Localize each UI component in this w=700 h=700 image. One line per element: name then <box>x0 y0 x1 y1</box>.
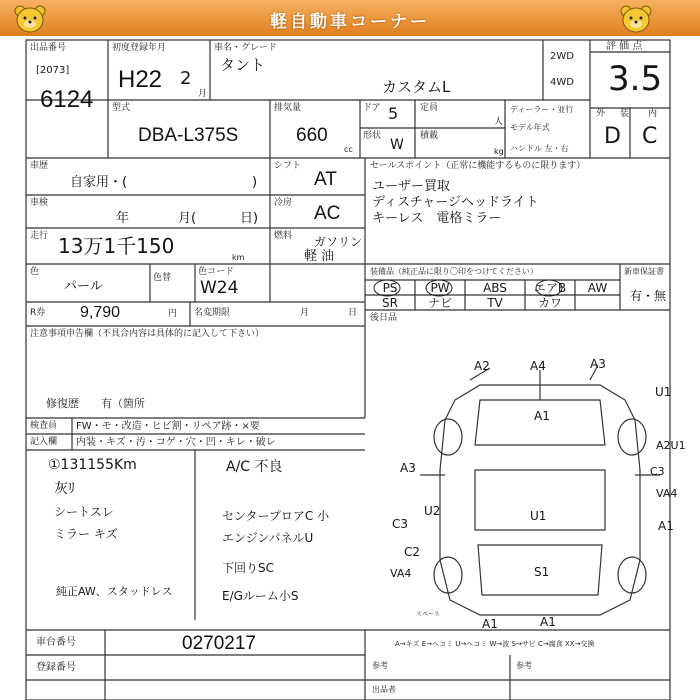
usage-close: ) <box>252 175 258 190</box>
drive-2wd: 2WD <box>550 51 574 62</box>
registration-label: 登録番号 <box>36 662 76 673</box>
color-code-value: W24 <box>200 278 239 298</box>
color-swap-label: 色替 <box>153 273 172 283</box>
displacement-value: 660 <box>296 125 328 146</box>
equip-ps-circle-icon <box>372 279 402 297</box>
note-line-5: 純正AW、スタッドレス <box>56 585 173 598</box>
score-interior-value: C <box>642 124 658 149</box>
color-code-label: 色コード <box>198 267 235 277</box>
page-title: 軽自動車コーナー <box>270 12 430 32</box>
equip-airbag-circle-icon <box>534 279 564 297</box>
model-year-label: モデル年式 <box>510 123 550 132</box>
type-code-value: DBA-L375S <box>138 125 239 146</box>
recycle-value: 9,790 <box>80 304 121 321</box>
mark-bottom-2: A1 <box>540 615 556 629</box>
transfer-day: 日 <box>348 308 358 318</box>
equip-pw: PW <box>430 281 450 295</box>
note-line-2: 灰ﾘ <box>54 481 75 497</box>
color-label: 色 <box>30 267 40 277</box>
model-grade: カスタムL <box>382 78 451 96</box>
lot-small-number: [2073] <box>36 65 70 76</box>
check-row-label: 検査員 <box>30 421 58 431</box>
first-registration-label: 初度登録年月 <box>112 43 167 53</box>
shift-label: シフト <box>274 161 302 171</box>
color-value: パール <box>64 279 103 294</box>
recycle-unit: 円 <box>168 309 178 319</box>
displacement-label: 排気量 <box>274 103 302 113</box>
equip-tv: TV <box>487 296 503 310</box>
equip-leather: カワ <box>537 296 562 310</box>
equip-airbag: エアB <box>533 281 567 295</box>
dealer-label: ディーラー・並行 <box>510 105 574 114</box>
mark-bottom-1: A1 <box>482 617 498 631</box>
score-exterior-value: D <box>604 124 621 149</box>
lot-number: 6124 <box>40 86 94 113</box>
capacity-label: 定員 <box>420 103 439 113</box>
doors-label: ドア <box>363 103 381 113</box>
score-value: 3.5 <box>608 59 663 99</box>
note-right-4: 下回りSC <box>222 561 274 575</box>
notes-label: 注意事項申告欄（不具合内容は具体的に記入して下さい） <box>30 329 265 339</box>
fuel-label: 燃料 <box>274 231 293 241</box>
equip-navi: ナビ <box>427 296 452 310</box>
transfer-label: 名変期限 <box>194 308 231 318</box>
mark-top-3: A3 <box>590 357 606 371</box>
legend-line: A→キズ E→ヘコミ U→ヘコミ W→波 S→サビ C→腐食 XX→交換 <box>395 640 595 648</box>
model-name: タント <box>220 56 266 74</box>
inspection-label: 車検 <box>30 198 49 208</box>
mark-top-1: A2 <box>474 359 490 373</box>
check-row-items: FW・モ・改造・ヒビ割・リペア跡・×要 <box>76 421 260 432</box>
mark-right-4: VA4 <box>656 487 678 500</box>
transfer-month: 月 <box>300 308 310 318</box>
legend-space: スペース <box>416 611 440 618</box>
sales-point-1: ユーザー買取 <box>372 179 451 194</box>
shape-value: W <box>390 137 404 153</box>
type-code-label: 型式 <box>112 103 131 113</box>
capacity-unit: 人 <box>494 117 504 127</box>
note-line-3: シートスレ <box>54 505 114 519</box>
fuel-gas: ガソリン <box>314 235 363 249</box>
first-registration-month-unit: 月 <box>198 89 208 99</box>
genuine-warranty-value: 有・無 <box>630 289 667 303</box>
mark-right-5: A1 <box>658 519 674 533</box>
record-row-label: 記入欄 <box>30 437 58 447</box>
score-interior-label2: 内 <box>648 109 658 119</box>
mark-center-1: A1 <box>534 409 550 423</box>
equip-aw: AW <box>587 281 608 295</box>
sales-point-3: キーレス 電格ミラー <box>372 211 502 226</box>
load-unit: kg <box>494 147 504 156</box>
mark-left-2: U2 <box>424 504 441 518</box>
mark-right-1: U1 <box>655 385 672 399</box>
model-label: 車名・グレード <box>214 43 278 53</box>
mark-left-1: A3 <box>400 461 416 475</box>
note-right-2: センタープロアC 小 <box>222 509 330 523</box>
repair-history: 修復歴 有（箇所 <box>46 397 145 410</box>
chassis-value: 0270217 <box>182 633 256 654</box>
score-interior-label: 装 <box>620 109 630 119</box>
note-right-1: A/C 不良 <box>226 459 283 475</box>
handle-label: ハンドル 左・右 <box>510 144 569 153</box>
aircon-label: 冷房 <box>274 198 293 208</box>
mark-left-4: C2 <box>404 545 421 559</box>
shift-value: AT <box>314 169 337 190</box>
chassis-label: 車台番号 <box>36 637 76 648</box>
recycle-label: R券 <box>30 308 46 318</box>
note-line-1: ①131155Km <box>48 457 137 473</box>
note-line-4: ミラー キズ <box>54 527 118 541</box>
footer-exhibitor: 出品者 <box>372 685 396 694</box>
mark-right-2: A2U1 <box>656 439 686 452</box>
note-right-5: E/Gルーム小S <box>222 589 299 603</box>
usage-value: 自家用・( <box>70 175 128 190</box>
doors-value: 5 <box>388 104 399 123</box>
first-registration-month: 2 <box>180 68 192 89</box>
mark-left-3: C3 <box>392 517 409 531</box>
mark-right-3: C3 <box>650 465 665 478</box>
sales-points-label: セールスポイント（正常に機能するものに限ります） <box>370 161 586 171</box>
equip-sr: SR <box>382 296 398 310</box>
usage-label: 車歴 <box>30 161 49 171</box>
rear-items-label: 後日品 <box>370 313 398 323</box>
load-label: 積載 <box>420 131 439 141</box>
mark-center-2: U1 <box>530 509 547 523</box>
lot-label: 出品番号 <box>30 43 67 53</box>
equip-ps: PS <box>382 281 398 295</box>
mark-center-3: S1 <box>534 565 550 579</box>
footer-ref-a: 参考 <box>372 661 388 670</box>
first-registration-year: H22 <box>118 66 163 93</box>
displacement-unit: cc <box>344 145 353 154</box>
mileage-label: 走行 <box>30 231 49 241</box>
inspection-year: 年 <box>116 211 130 226</box>
sales-point-2: ディスチャージヘッドライト <box>372 195 539 210</box>
record-row-items: 内装・キズ・汚・コゲ・穴・凹・キレ・破レ <box>76 437 276 448</box>
mark-left-5: VA4 <box>390 567 412 580</box>
mileage-unit: km <box>232 253 245 262</box>
drive-4wd: 4WD <box>550 77 574 88</box>
inspection-day: 日) <box>240 211 259 226</box>
score-label: 評 価 点 <box>606 41 643 52</box>
equip-abs: ABS <box>483 281 507 295</box>
equip-pw-circle-icon <box>424 279 454 297</box>
mileage-value: 13万1千150 <box>58 234 175 258</box>
footer-ref-b: 参考 <box>516 661 532 670</box>
mark-top-2: A4 <box>530 359 546 373</box>
genuine-warranty-label: 新車保証書 <box>624 267 664 276</box>
inspection-month: 月( <box>178 211 197 226</box>
equipment-label: 装備品（純正品に限り〇印をつけてください） <box>370 267 538 276</box>
shape-label: 形状 <box>363 131 382 141</box>
fuel-diesel: 軽 油 <box>304 249 335 264</box>
score-exterior-label: 外 <box>596 109 606 119</box>
aircon-value: AC <box>314 203 341 224</box>
note-right-3: エンジンパネルU <box>222 531 314 545</box>
